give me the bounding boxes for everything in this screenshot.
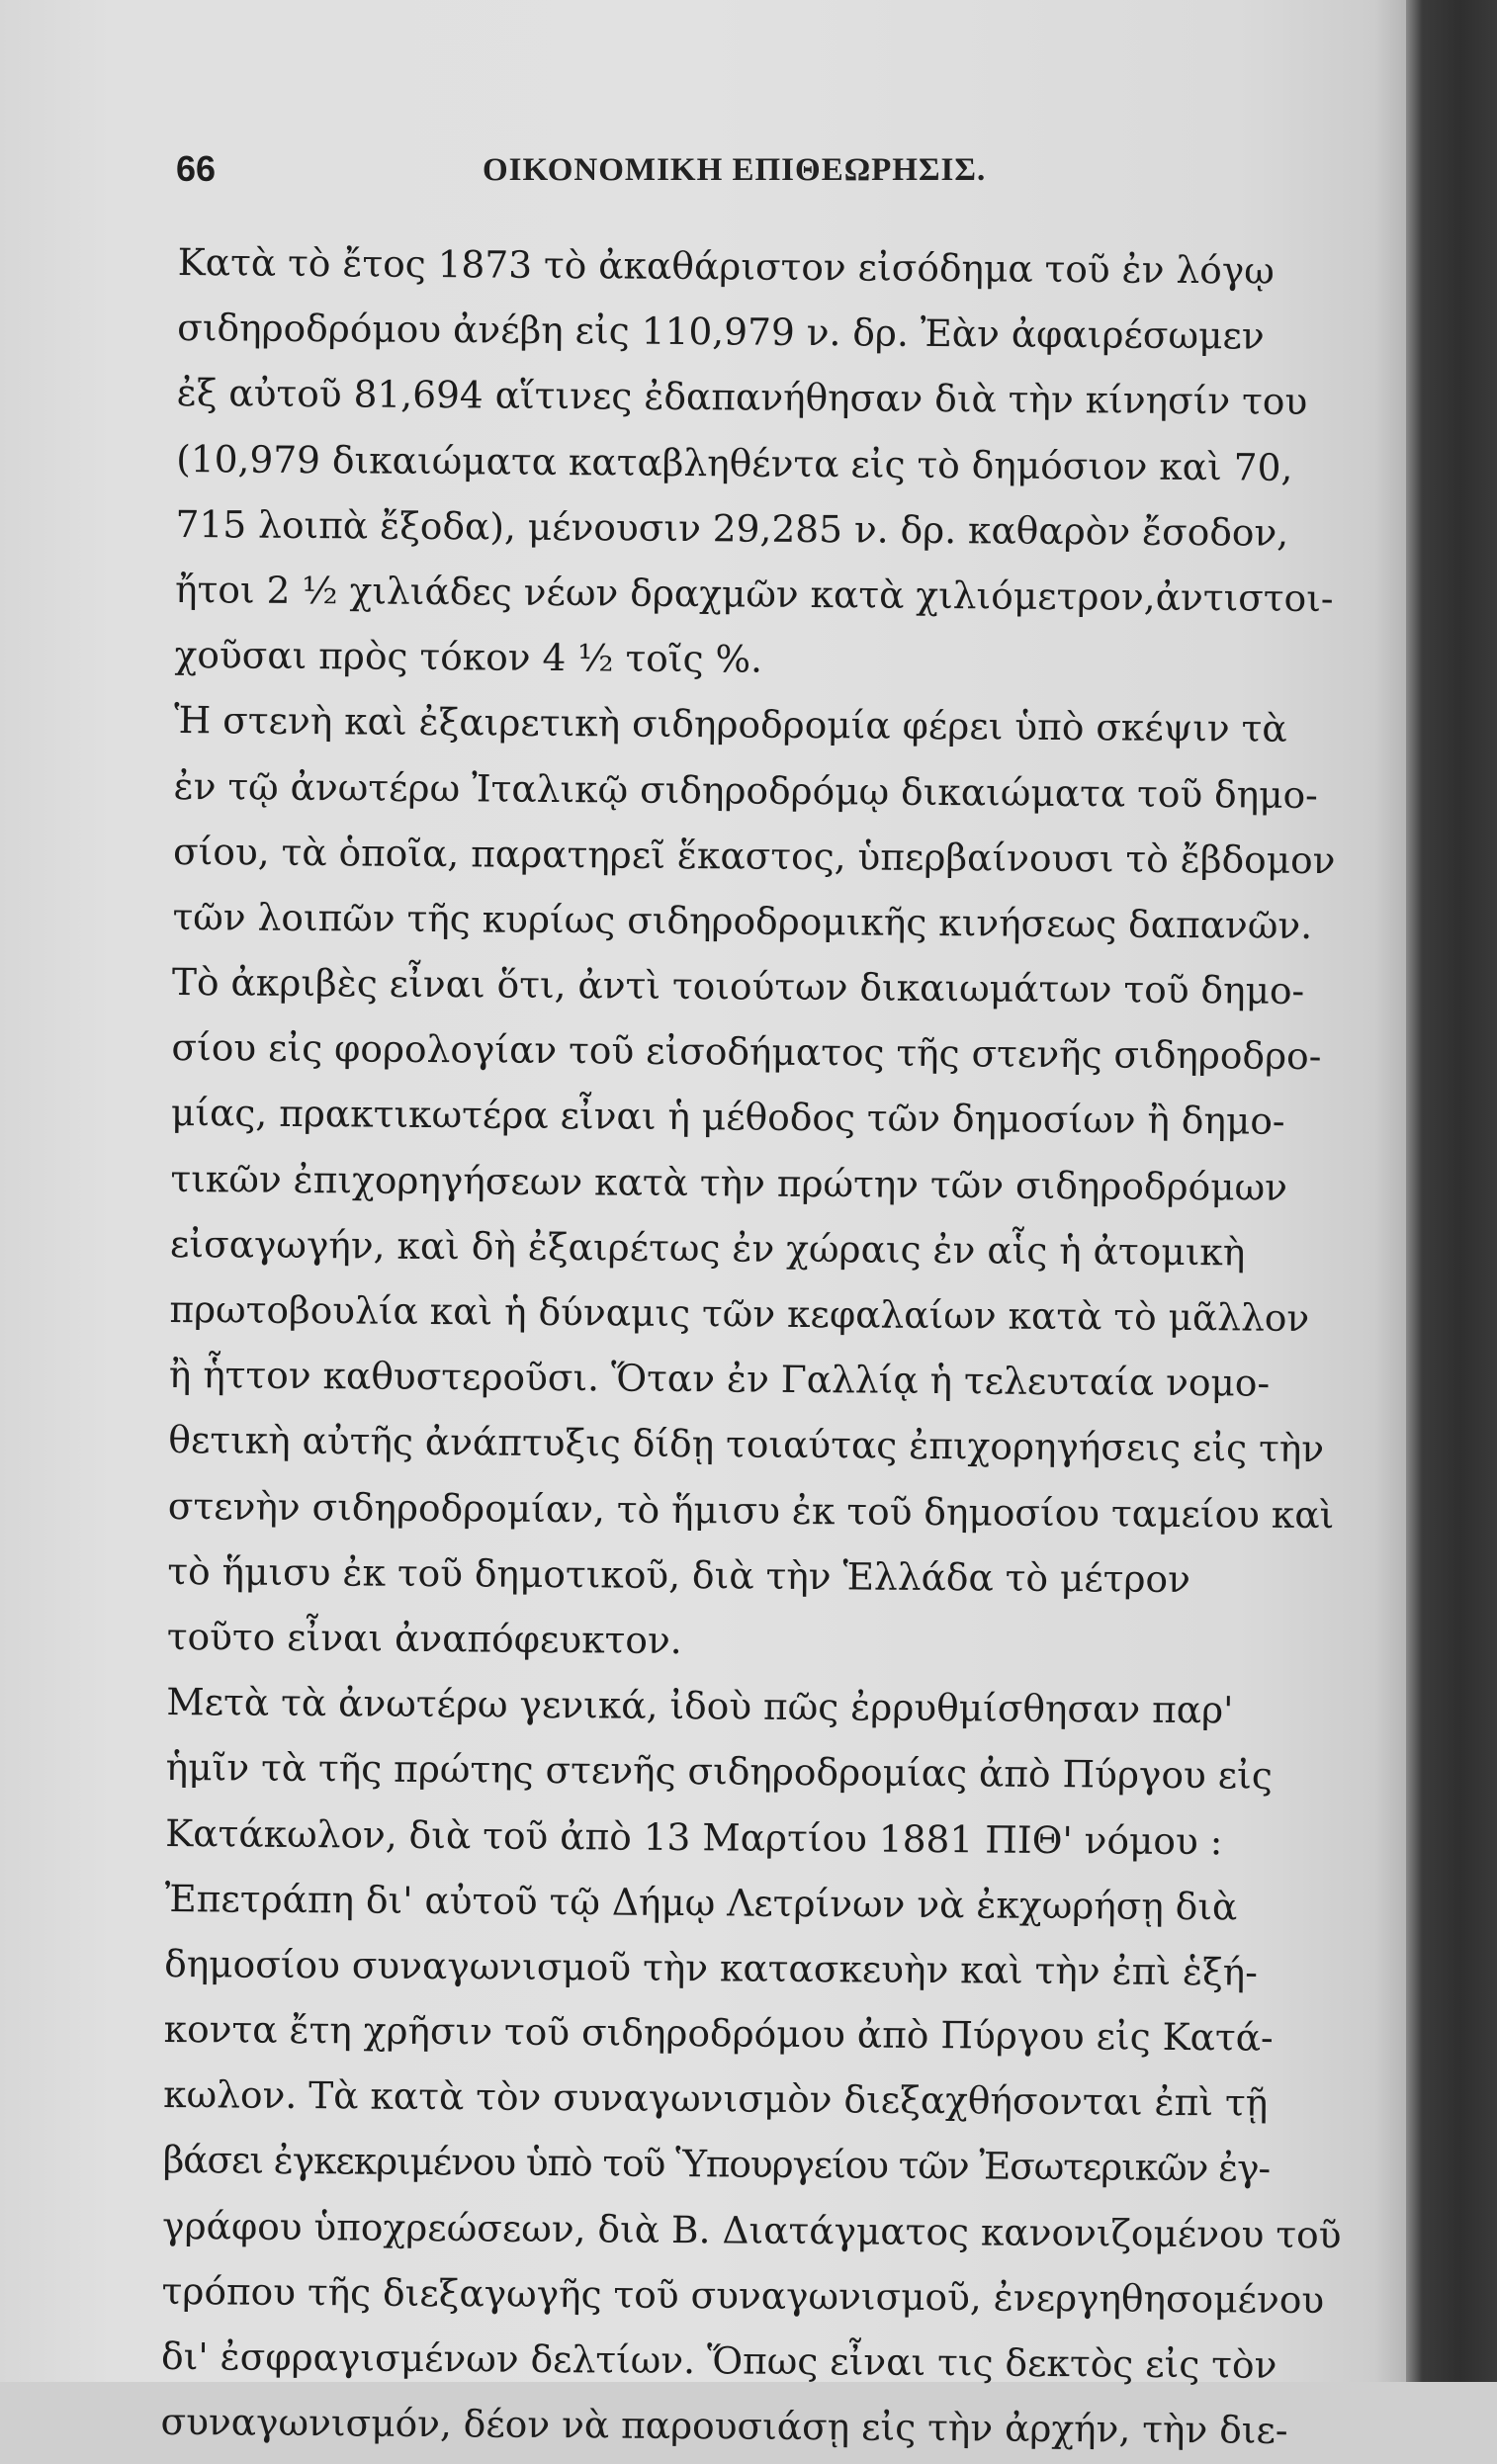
body-line: δημοσίου συναγωνισμοῦ τὴν κατασκευὴν καὶ τὴν ἐπὶ ἑξή-: [164, 1941, 1259, 1994]
body-line: σίου, τὰ ὁποῖα, παρατηρεῖ ἕκαστος, ὑπερβαίνουσι τὸ ἔβδομον: [172, 829, 1336, 882]
body-line: μίας, πρακτικωτέρα εἶναι ἡ μέθοδος τῶν δημοσίων ἢ δημο-: [170, 1091, 1285, 1144]
body-line: χοῦσαι πρὸς τόκον 4 ½ τοῖς %.: [174, 633, 763, 681]
body-line: κωλον. Τὰ κατὰ τὸν συναγωνισμὸν διεξαχθήσονται ἐπὶ τῇ: [163, 2072, 1269, 2125]
body-line: (10,979 δικαιώματα καταβληθέντα εἰς τὸ δημόσιον καὶ 70,: [176, 436, 1293, 489]
body-line: τρόπου τῆς διεξαγωγῆς τοῦ συναγωνισμοῦ, ἐνεργηθησομένου: [161, 2268, 1325, 2322]
body-line: γράφου ὑποχρεώσεων, διὰ Β. Διατάγματος κανονιζομένου τοῦ: [161, 2203, 1342, 2256]
body-line: θετικὴ αὐτῆς ἀνάπτυξις δίδῃ τοιαύτας ἐπιχορηγήσεις εἰς τὴν: [168, 1418, 1325, 1471]
book-binding-edge: [1406, 0, 1497, 2382]
body-line: βάσει ἐγκεκριμένου ὑπὸ τοῦ Ὑπουργείου τῶν Ἐσωτερικῶν ἐγ-: [162, 2138, 1271, 2191]
body-line: τὸ ἥμισυ ἐκ τοῦ δημοτικοῦ, διὰ τὴν Ἑλλάδα τὸ μέτρον: [167, 1548, 1191, 1601]
body-line: 715 λοιπὰ ἔξοδα), μένουσιν 29,285 ν. δρ. καθαρὸν ἔσοδον,: [175, 501, 1289, 555]
body-line: κοντα ἔτη χρῆσιν τοῦ σιδηροδρόμου ἀπὸ Πύργου εἰς Κατά-: [163, 2007, 1274, 2060]
body-line: πρωτοβουλία καὶ ἡ δύναμις τῶν κεφαλαίων κατὰ τὸ μᾶλλον: [169, 1286, 1310, 1341]
body-line: τοῦτο εἶναι ἀναπόφευκτον.: [166, 1614, 682, 1662]
body-line: ἤτοι 2 ½ χιλιάδες νέων δραχμῶν κατὰ χιλιόμετρον,ἀντιστοι-: [174, 567, 1334, 621]
body-line: Μετὰ τὰ ἀνωτέρω γενικά, ἰδοὺ πῶς ἐρρυθμίσθησαν παρ': [166, 1680, 1234, 1732]
body-line: Τὸ ἀκριβὲς εἶναι ὅτι, ἀντὶ τοιούτων δικαιωμάτων τοῦ δημο-: [171, 960, 1305, 1013]
page-number: 66: [176, 148, 217, 189]
body-line: Ἐπετράπη δι' αὐτοῦ τῷ Δήμῳ Λετρίνων νὰ ἐκχωρήσῃ διὰ: [164, 1876, 1238, 1929]
running-head: [176, 148, 1333, 208]
body-line: ἐξ αὐτοῦ 81,694 αἵτινες ἐδαπανήθησαν διὰ τὴν κίνησίν του: [176, 371, 1308, 424]
body-line: σίου εἰς φορολογίαν τοῦ εἰσοδήματος τῆς στενῆς σιδηροδρο-: [171, 1025, 1322, 1079]
body-line: εἰσαγωγήν, καὶ δὴ ἐξαιρέτως ἐν χώραις ἐν αἷς ἡ ἀτομικὴ: [169, 1221, 1246, 1275]
body-line: τῶν λοιπῶν τῆς κυρίως σιδηροδρομικῆς κινήσεως δαπανῶν.: [172, 894, 1313, 947]
body-line: στενὴν σιδηροδρομίαν, τὸ ἥμισυ ἐκ τοῦ δημοσίου ταμείου καὶ: [167, 1483, 1335, 1537]
body-line: σιδηροδρόμου ἀνέβη εἰς 110,979 ν. δρ. Ἐὰν ἀφαιρέσωμεν: [177, 306, 1265, 358]
article-body: [160, 229, 1342, 2463]
body-line: δι' ἐσφραγισμένων δελτίων. Ὅπως εἶναι τις δεκτὸς εἰς τὸν: [160, 2333, 1277, 2387]
body-line: Κατάκωλον, διὰ τοῦ ἀπὸ 13 Μαρτίου 1881 ΠΙΘ' νόμου :: [165, 1810, 1223, 1863]
body-line: ἢ ἧττον καθυστεροῦσι. Ὅταν ἐν Γαλλίᾳ ἡ τελευταία νομο-: [168, 1353, 1271, 1405]
body-line: Ἡ στενὴ καὶ ἐξαιρετικὴ σιδηροδρομία φέρει ὑπὸ σκέψιν τὰ: [173, 698, 1287, 751]
body-line: ἐν τῷ ἀνωτέρω Ἰταλικῷ σιδηροδρόμῳ δικαιώματα τοῦ δημο-: [173, 763, 1318, 817]
body-line: ἡμῖν τὰ τῆς πρώτης στενῆς σιδηροδρομίας ἀπὸ Πύργου εἰς: [165, 1745, 1274, 1799]
body-line: συναγωνισμόν, δέον νὰ παρουσιάσῃ εἰς τὴν ἀρχήν, τὴν διε-: [160, 2400, 1288, 2453]
body-line: Κατὰ τὸ ἔτος 1873 τὸ ἀκαθάριστον εἰσόδημα τοῦ ἐν λόγῳ: [177, 239, 1275, 293]
body-line: τικῶν ἐπιχορηγήσεων κατὰ τὴν πρώτην τῶν σιδηροδρόμων: [170, 1156, 1288, 1209]
journal-title: ΟΙΚΟΝΟΜΙΚΗ ΕΠΙΘΕΩΡΗΣΙΣ.: [483, 152, 987, 188]
